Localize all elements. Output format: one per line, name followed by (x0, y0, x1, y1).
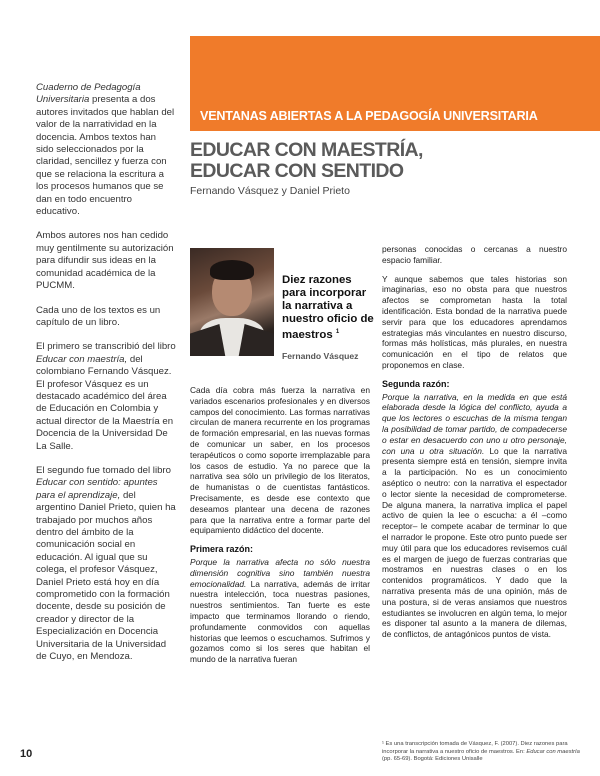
authors-byline: Fernando Vásquez y Daniel Prieto (190, 185, 350, 197)
article-column-right (382, 244, 567, 648)
sidebar-paragraph: El primero se transcribió del libro Educar con maestría, del colombiano Fernando Vásquez. El profesor Vásquez es un destacado académico del área de Educación en Colombia y actual director de la Maestría en Docencia de la Universidad De La Salle. (36, 341, 176, 452)
article-paragraph: personas conocidas o cercanas a nuestro espacio familiar. (382, 244, 567, 265)
page-number: 10 (20, 748, 33, 760)
article-paragraph: Porque la narrativa afecta no sólo nuestra dimensión cognitiva sino también nuestra emocionalidad. La narrativa, además de irritar nuestra intelección, toca nuestras pasiones, nuestros sentimientos. Tan fuerte es este impacto que terminamos llorando o riendo, profundamente conmovidos con aquellas historias que leemos o escuchamos. Sufrimos y gozamos como si los seres que habitan el mundo de la narrativa fueran (190, 556, 370, 665)
sidebar-paragraph: Cada uno de los textos es un capítulo de un libro. (36, 304, 161, 328)
article-column-left (190, 385, 370, 673)
author-photo (190, 248, 274, 356)
article-paragraph: Cada día cobra más fuerza la narrativa en variados escenarios profesionales y en diversos campos del conocimiento. Las formas narrativas circulan de manera recurrente en los programas de formación empresarial, en las nuevas formas de comunicar un saber, en los procesos terapéuticos o como soporte irremplazable para los casos de estudio. Ya no parece que la narrativa sea sólo un privilegio de los literatos, de humanistas o de cuentistas fantásticos. Precisamente, es desde ese contexto que deseamos plantear una decena de razones para que la narrativa entre a formar parte del equipamiento didáctico del docente. (190, 385, 370, 536)
section-heading: Segunda razón: (382, 378, 450, 389)
sidebar-paragraph: El segundo fue tomado del libro Educar con sentido: apuntes para el aprendizaje, del argentino Daniel Prieto, quien ha trabajado por muchos años dentro del ámbito de la comunicación social en educación. Al igual que su colega, el profesor Vásquez, Daniel Prieto está hoy en día comprometido con la formación docente, desde su posición de creador y director de la Especialización en Docencia Universitaria de la Universidad de Cuyo, en Mendoza. (36, 464, 176, 663)
sidebar-intro (36, 82, 176, 675)
feature-book-title: Diez razones para incorporar la narrativa a nuestro oficio de maestros $^1$ (282, 274, 374, 341)
article-paragraph: Y aunque sabemos que tales historias son imaginarias, eso no obsta para que nuestros afectos se comprometan hasta la total identificación. Esta bondad de la narrativa puede servir para que los educadores aprendamos estrategias más vinculantes en nuestro discurso, formas más holísticas, más plurales, en nuestra comunicación en el tipo de relatos que proponemos en clase. (382, 273, 567, 370)
sidebar-paragraph: Ambos autores nos han cedido muy gentilmente su autorización para difundir sus ideas en la comunidad académica de la PUCMM. (36, 230, 174, 292)
article-paragraph: Porque la narrativa, en la medida en que está elaborada desde la lógica del conflicto, ayuda a que los lectores o escuchas de la misma tengan la posibilidad de tomar partido, de compadecerse o estar en desacuerdo con uno u otro personaje, con una u otra situación. Lo que la narrativa presenta siempre está en tensión, siempre invita a la participación. No es un conocimiento aséptico o neutro: con la narrativa el espectador o lector siente la necesidad de comprometerse. De alguna manera, la narrativa implica el papel activo de quien la lee o escucha: a él –como receptor– le compete acabar de terminar lo que el narrador le propone. Este otro punto puede ser muy útil para que los educadores revisemos cuál es el margen de juego de fuerzas contrarias que mostramos en nuestras clases o en los contenidos programáticos. Y dado que la narrativa presenta más de una opinión, más de una postura, si de veras ansiamos que nuestros estudiantes se involucren en algún tema, lo mejor es disponer tal asunto a la manera de dilemas, de conflictos, de antagónicos puntos de vista. (382, 391, 567, 640)
feature-book-author: Fernando Vásquez (282, 351, 359, 361)
section-kicker: VENTANAS ABIERTAS A LA PEDAGOGÍA UNIVERSITARIA (200, 109, 538, 123)
footnote: ¹ Es una transcripción tomada de Vásquez, F. (2007). Diez razones para incorporar la narrativa a nuestro oficio de maestros. En: Educar con maestría (pp. 65-69). Bogotá: Ediciones Unisalle (382, 741, 580, 763)
header-band (190, 36, 600, 131)
section-heading: Primera razón: (190, 544, 254, 555)
sidebar-paragraph: Cuaderno de Pedagogía Universitaria presenta a dos autores invitados que hablan del valor de la narratividad en la docencia. Ambos textos han sido seleccionados por la claridad, sencillez y fuerza con que se relaciona la escritura a los procesos humanos que se dan en todo encuentro educativo. (36, 82, 175, 218)
page-title: EDUCAR CON MAESTRÍA, EDUCAR CON SENTIDO (190, 139, 423, 182)
